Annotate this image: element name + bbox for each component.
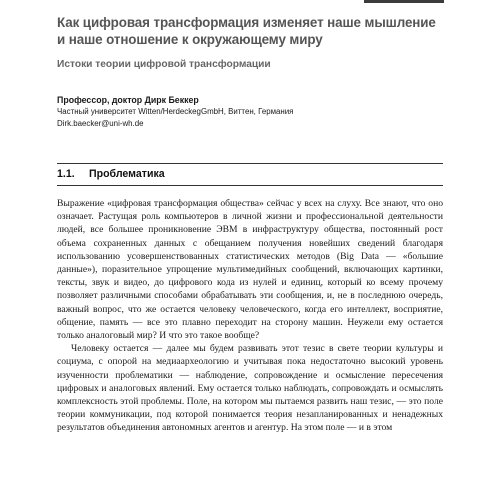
section-heading xyxy=(57,164,443,185)
header-rule xyxy=(364,0,444,3)
paragraph: Выражение «цифровая трансформация общества» сейчас у всех на слуху. Все знают, что оно означает. Растущая роль компьютеров в личной жизни и профессиональной деятельности людей, все большее проникновение ЭВМ в инфраструктуру общества, постоянный рост объема сохраненных данных с обещанием получения новейших сведений благодаря использованию усовершенствованных статистических методов (Big Data — «большие данные»), поразительное упрощение мультимедийных сообщений, включающих картинки, тексты, звук и видео, до цифрового кода из нулей и единиц, который ко всему прочему позволяет различными способами обрабатывать эти сообщения, и, не в последнюю очередь, важный вопрос, что же остается человеку человеческого, когда его интеллект, восприятие, общение, память — все это плавно переходит на сторону машин. Неужели ему остается только аналоговый мир? И что это такое вообще? xyxy=(57,198,443,342)
author-block xyxy=(57,94,443,130)
body-text xyxy=(57,197,443,435)
paper-page xyxy=(57,14,443,435)
article-title: Как цифровая трансформация изменяет наше мышление и наше отношение к окружающему миру xyxy=(57,15,436,47)
article-subtitle: Истоки теории цифровой трансформации xyxy=(57,59,271,70)
author-email[interactable]: Dirk.baecker@uni-wh.de xyxy=(57,119,144,128)
paragraph: Человеку остается — далее мы будем развивать этот тезис в свете теории культуры и социума, с опорой на медиаархеологию и учитывая пока недостаточно высокий уровень изученности проблематики — наблюдение, сопровождение и осмысление пересечения цифровых и аналоговых явлений. Ему остается только наблюдать, сопровождать и осмыслять комплексность этой проблемы. Поле, на котором мы пытаемся развить наш тезис, — это поле теории коммуникации, под которой понимается теория незапланированных и ненадежных результатов объединения автономных агентов и агентур. На этом поле — и в этом xyxy=(57,343,443,434)
section-rule-bottom xyxy=(57,185,443,186)
section-title: Проблематика xyxy=(89,168,165,180)
section-1-1 xyxy=(57,163,443,435)
section-number: 1.1. xyxy=(57,168,75,180)
author-name: Профессор, доктор Дирк Беккер xyxy=(57,95,199,105)
author-affiliation: Частный университет Witten/HerdeckegGmbH, Виттен, Германия xyxy=(57,107,294,116)
